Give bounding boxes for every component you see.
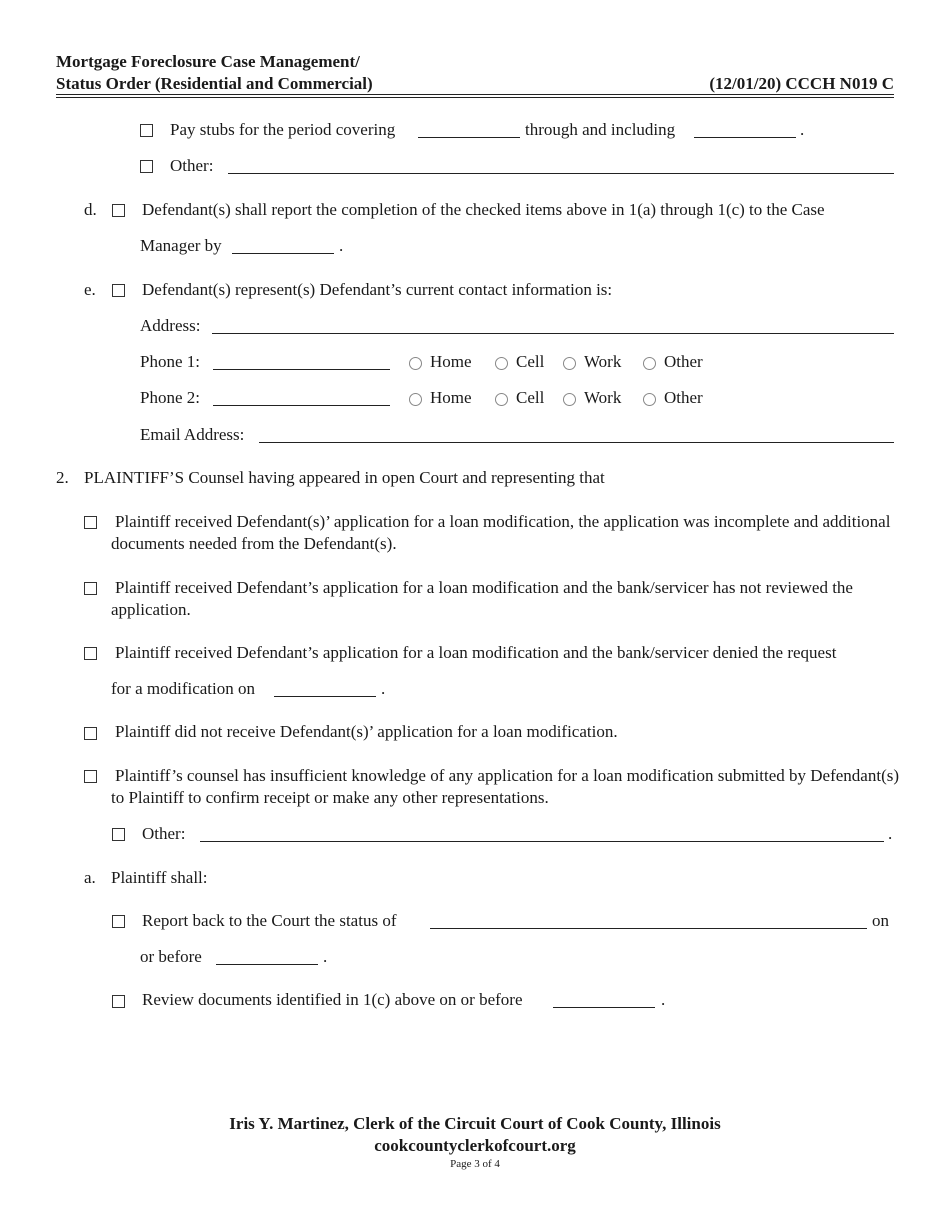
item1e-checkbox[interactable] <box>112 284 125 297</box>
review-docs-text: Review documents identified in 1(c) above on or before <box>142 990 523 1009</box>
section2-opt5-text: Plaintiff’s counsel has insufficient knowledge of any application for a loan modification submitted by Defendant(s) to Plaintiff to confirm receipt or make any other representations. <box>111 766 900 807</box>
report-period: . <box>323 947 328 966</box>
phone2-field[interactable] <box>213 405 390 406</box>
address-field[interactable] <box>212 333 894 334</box>
section2-number: 2. <box>56 468 69 487</box>
phone1-other-label: Other <box>664 352 703 371</box>
review-period: . <box>661 990 666 1009</box>
item1d-letter: d. <box>84 200 97 219</box>
section2-opt5-checkbox[interactable] <box>84 770 97 783</box>
form-title-line1: Mortgage Foreclosure Case Management/ <box>56 52 360 71</box>
phone1-work-radio[interactable] <box>563 357 576 370</box>
paystubs-checkbox[interactable] <box>140 124 153 137</box>
phone1-work-label: Work <box>584 352 622 371</box>
phone1-cell-radio[interactable] <box>495 357 508 370</box>
section2-opt4-text: Plaintiff did not receive Defendant(s)’ application for a loan modification. <box>115 722 618 741</box>
email-field[interactable] <box>259 442 894 443</box>
footer-website[interactable]: cookcountyclerkofcourt.org <box>374 1136 576 1155</box>
section2-other-period: . <box>888 824 893 843</box>
section2-opt3-period: . <box>381 679 386 698</box>
paystubs-start-date-field[interactable] <box>418 137 520 138</box>
section2-opt3-text: Plaintiff received Defendant’s application for a loan modification and the bank/servicer denied the request <box>115 643 837 662</box>
form-title-line2: Status Order (Residential and Commercial) <box>56 74 373 93</box>
phone1-home-label: Home <box>430 352 472 371</box>
item1e-text: Defendant(s) represent(s) Defendant’s current contact information is: <box>142 280 613 299</box>
section2-opt4-checkbox[interactable] <box>84 727 97 740</box>
section2-opt2-text: Plaintiff received Defendant’s application for a loan modification and the bank/servicer has not reviewed the application. <box>111 578 853 619</box>
phone2-home-radio[interactable] <box>409 393 422 406</box>
address-label: Address: <box>140 316 201 335</box>
item1c-other-field[interactable] <box>228 173 894 174</box>
item2a-letter: a. <box>84 868 96 887</box>
footer-clerk: Iris Y. Martinez, Clerk of the Circuit Court of Cook County, Illinois <box>229 1114 721 1133</box>
report-status-field[interactable] <box>430 928 867 929</box>
phone2-label: Phone 2: <box>140 388 200 407</box>
section2-opt1-text: Plaintiff received Defendant(s)’ application for a loan modification, the application was incomplete and additional documents needed from the Defendant(s). <box>111 512 891 553</box>
phone1-cell-label: Cell <box>516 352 545 371</box>
phone2-cell-label: Cell <box>516 388 545 407</box>
report-back-checkbox[interactable] <box>112 915 125 928</box>
report-date-field[interactable] <box>216 964 318 965</box>
section2-other-label: Other: <box>142 824 186 843</box>
email-label: Email Address: <box>140 425 245 444</box>
item2a-heading: Plaintiff shall: <box>111 868 208 887</box>
phone2-home-label: Home <box>430 388 472 407</box>
phone1-label: Phone 1: <box>140 352 200 371</box>
phone2-other-radio[interactable] <box>643 393 656 406</box>
section2-opt3-cont: for a modification on <box>111 679 255 698</box>
review-docs-checkbox[interactable] <box>112 995 125 1008</box>
phone2-cell-radio[interactable] <box>495 393 508 406</box>
phone2-work-radio[interactable] <box>563 393 576 406</box>
paystubs-period: . <box>800 120 805 139</box>
item1c-other-checkbox[interactable] <box>140 160 153 173</box>
form-code: (12/01/20) CCCH N019 C <box>709 74 894 93</box>
phone2-work-label: Work <box>584 388 622 407</box>
item1d-text: Defendant(s) shall report the completion of the checked items above in 1(a) through 1(c) to the Case <box>142 200 825 219</box>
paystubs-middle-label: through and including <box>525 120 676 139</box>
phone2-other-label: Other <box>664 388 703 407</box>
header-rule-2 <box>56 97 894 98</box>
phone1-other-radio[interactable] <box>643 357 656 370</box>
section2-opt3-checkbox[interactable] <box>84 647 97 660</box>
item1d-manager-label: Manager by <box>140 236 222 255</box>
section2-other-checkbox[interactable] <box>112 828 125 841</box>
section2-opt2-checkbox[interactable] <box>84 582 97 595</box>
header-rule <box>56 94 894 95</box>
footer-page-number: Page 3 of 4 <box>450 1158 500 1170</box>
section2-opt1-checkbox[interactable] <box>84 516 97 529</box>
item1d-checkbox[interactable] <box>112 204 125 217</box>
item1c-other-label: Other: <box>170 156 214 175</box>
section2-intro: PLAINTIFF’S Counsel having appeared in open Court and representing that <box>84 468 605 487</box>
paystubs-end-date-field[interactable] <box>694 137 796 138</box>
item1d-manager-date-field[interactable] <box>232 253 334 254</box>
item1d-period: . <box>339 236 344 255</box>
phone1-field[interactable] <box>213 369 390 370</box>
paystubs-label: Pay stubs for the period covering <box>170 120 396 139</box>
item1e-letter: e. <box>84 280 96 299</box>
report-on-label: on <box>872 911 889 930</box>
report-back-text: Report back to the Court the status of <box>142 911 397 930</box>
section2-other-field[interactable] <box>200 841 884 842</box>
report-before-label: or before <box>140 947 202 966</box>
section2-denied-date-field[interactable] <box>274 696 376 697</box>
review-date-field[interactable] <box>553 1007 655 1008</box>
phone1-home-radio[interactable] <box>409 357 422 370</box>
